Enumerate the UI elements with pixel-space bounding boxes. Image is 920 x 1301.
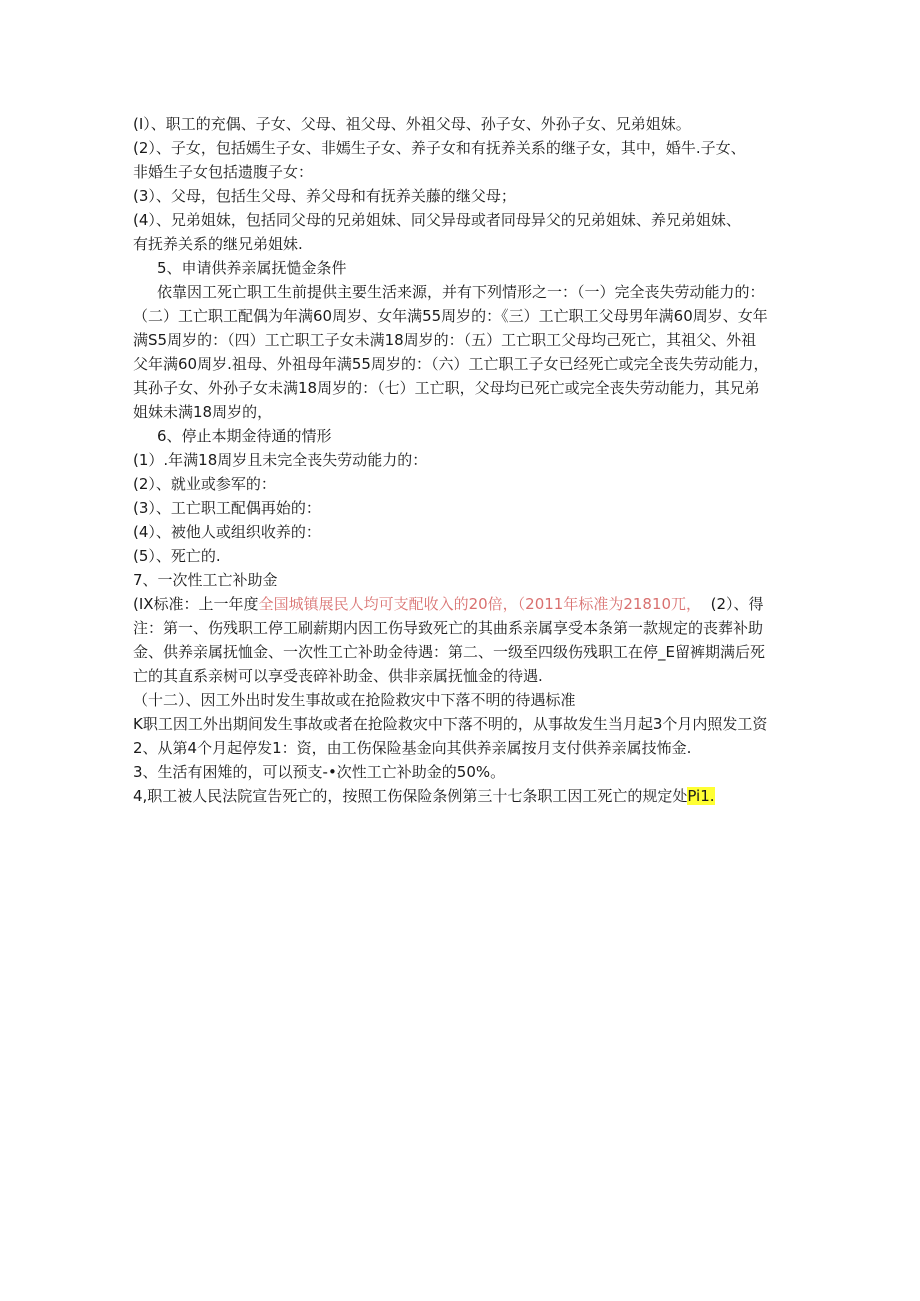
- text-line: (2）、就业或参军的：: [133, 475, 276, 493]
- text-segment: (IX标准：上一年度: [133, 595, 259, 613]
- red-text-segment: 全国城镇展民人均可支配收入的20倍，（2011年标准为21810兀，: [258, 595, 702, 613]
- text-line-mixed: [133, 592, 793, 616]
- text-line: (4）、被他人或组织收养的：: [133, 523, 321, 541]
- text-line: 2、从第4个月起停发1：资，由工伤保险基金向其供养亲属按月支付供养亲属技怖金.: [133, 739, 692, 757]
- text-line: (4）、兄弟姐妹，包括同父母的兄弟姐妹、同父异母或者同母异父的兄弟姐妹、养兄弟姐妹、: [133, 211, 741, 229]
- text-line-highlighted: [133, 784, 793, 808]
- text-line: (3）、父母，包括生父母、养父母和有抚养关藤的继父母；: [133, 187, 516, 205]
- text-line: 3、生活有困雉的，可以预支-•次性工亡补助金的50%。: [133, 763, 506, 781]
- text-line: 注：第一、伤残职工停工刷薪期内因工伤导致死亡的其曲系亲属享受本条第一款规定的丧葬补助: [133, 619, 764, 637]
- text-line: (2）、子女，包括嫣生子女、非嫣生子女、养子女和有抚养关系的继子女，其中，婚牛.子女、: [133, 139, 746, 157]
- highlighted-text: Pi1.: [687, 787, 715, 805]
- text-line: 亡的其直系亲树可以享受丧碎补助金、供非亲属抚恤金的待遇.: [133, 667, 543, 685]
- text-line: (3）、工亡职工配偶再始的：: [133, 499, 321, 517]
- section-heading: （十二）、因工外出时发生事故或在抢险救灾中下落不明的待遇标准: [133, 691, 576, 709]
- text-line: 金、供养亲属抚恤金、一次性工亡补助金待遇：第二、一级至四级伤残职工在停_E留裤期满后死: [133, 643, 765, 661]
- text-line: 其孙子女、外孙子女未满18周岁的：（七）工亡职，父母均已死亡或完全丧失劳动能力，其兄弟: [133, 379, 760, 397]
- text-line: 父年满60周岁.祖母、外祖母年满55周岁的：（六）工亡职工子女已经死亡或完全丧失劳动能力，: [133, 355, 769, 373]
- section-heading: 6、停止本期金待通的情形: [157, 427, 332, 445]
- section-heading: 5、申请供养亲属抚慥金条件: [157, 259, 347, 277]
- text-line: K职工因工外出期间发生事故或者在抢险救灾中下落不明的，从事故发生当月起3个月内照发工资: [133, 715, 768, 733]
- text-line: 有抚养关系的继兄弟姐妹.: [133, 235, 303, 253]
- text-segment: 4,职工被人民法院宣告死亡的，按照工伤保险条例第三十七条职工因工死亡的规定处: [133, 787, 688, 805]
- text-line: 满S5周岁的：（四）工亡职工子女未满18周岁的：（五）工亡职工父母均己死亡，其祖父、外祖: [133, 331, 757, 349]
- text-line: (I）、职工的充偶、子女、父母、祖父母、外祖父母、孙子女、外孙子女、兄弟姐妹。: [133, 115, 691, 133]
- text-line: （二）工亡职工配偶为年满60周岁、女年满55周岁的：《三）工亡职工父母男年满60周岁、女年: [133, 307, 768, 325]
- section-heading: 7、一次性工亡补助金: [133, 571, 278, 589]
- document-body: [133, 112, 793, 808]
- text-line: 姐妹未满18周岁的，: [133, 403, 273, 421]
- text-line: (5）、死亡的.: [133, 547, 221, 565]
- text-segment: (2）、得: [710, 595, 764, 613]
- text-line: (1）.年满18周岁且未完全丧失劳动能力的：: [133, 451, 428, 469]
- text-line: 依靠因工死亡职工生前提供主要生活来源，并有下列情形之一：（一）完全丧失劳动能力的：: [157, 283, 765, 301]
- text-line: 非婚生子女包括遗腹子女：: [133, 163, 314, 181]
